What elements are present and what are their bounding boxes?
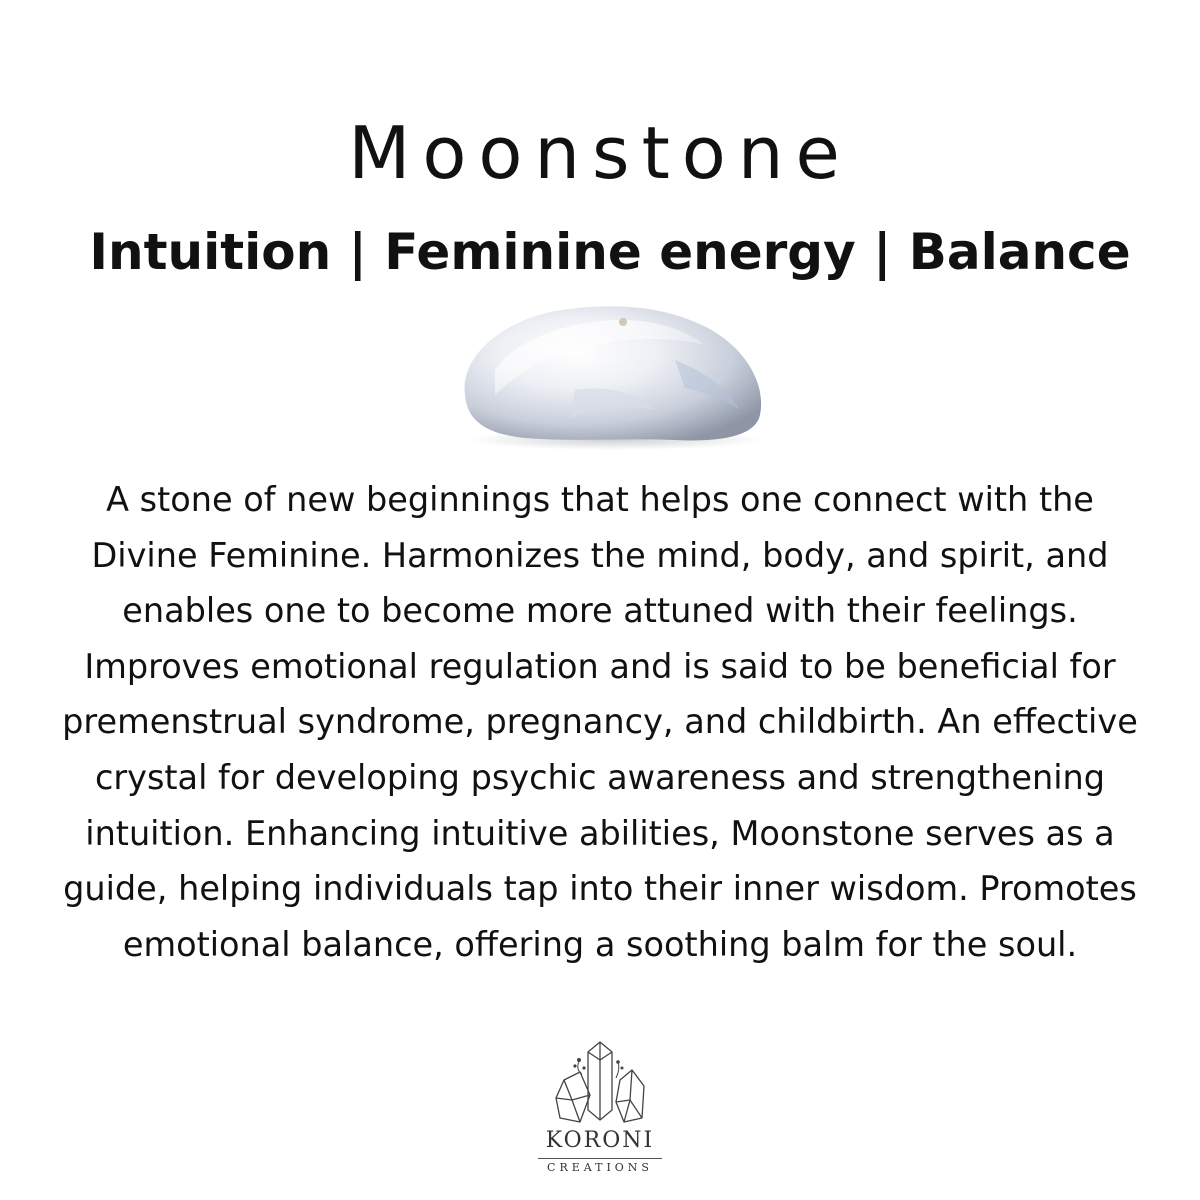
stone-description: A stone of new beginnings that helps one connect with the Divine Feminine. Harmonizes the mind, body, and spirit, and enables one to become more attuned with their feelings. Improves emotional regulation and is said to be beneficial for premenstrual syndrome, pregnancy, and childbirth. An effective crystal for developing psychic awareness and strengthening intuition. Enhancing intuitive abilities, Moonstone serves as a guide, helping individuals tap into their inner wisdom. Promotes emotional balance, offering a soothing balm for the soul. — [62, 480, 1138, 964]
brand-subtitle: CREATIONS — [547, 1161, 653, 1174]
moonstone-image — [455, 300, 770, 450]
brand-logo — [520, 1040, 680, 1180]
brand-name: KORONI — [545, 1128, 655, 1153]
brand-divider — [538, 1158, 662, 1159]
stone-title: Moonstone — [348, 111, 852, 195]
crystal-cluster-icon — [550, 1040, 650, 1125]
stone-properties: Intuition | Feminine energy | Balance — [89, 223, 1131, 281]
